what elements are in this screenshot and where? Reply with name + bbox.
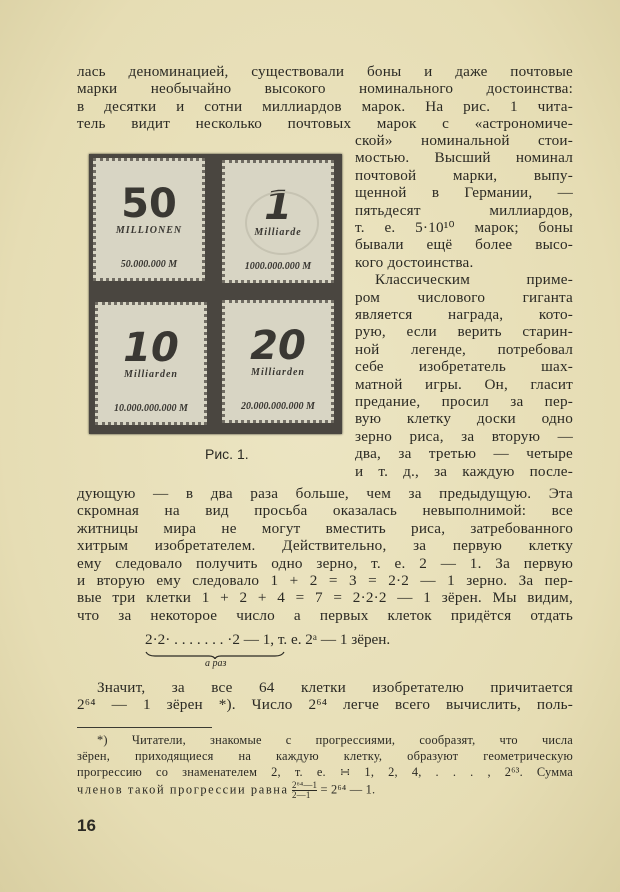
- text-line: два, за третью — четыре: [355, 445, 573, 463]
- stamp-value: 20.000.000.000 M: [241, 401, 315, 412]
- text-line: дующую — в два раза больше, чем за предыдущую. Эта: [77, 485, 573, 502]
- figure-caption: Рис. 1.: [205, 446, 249, 462]
- fraction-denominator: 2—1: [291, 790, 311, 800]
- footnote-result: = 2⁶⁴ — 1.: [320, 782, 376, 797]
- stamp-number: 20: [250, 323, 306, 369]
- footnote-line: прогрессию со знаменателем 2, т. е. ∺ 1, 2, 4, . . . , 2⁶³. Сумма: [77, 764, 573, 779]
- fraction: [292, 781, 317, 800]
- text-line: щенной в Германии, —: [355, 184, 573, 202]
- text-line: лась деноминацией, существовали боны и даже почтовые: [77, 63, 573, 80]
- text-line: себе изобретатель шах-: [355, 358, 573, 376]
- stamp-value: 10.000.000.000 M: [114, 403, 188, 414]
- footnote-line: *) Читатели, знакомые с прогрессиями, сообразят, что числа: [97, 733, 573, 747]
- stamp-word: Milliarden: [251, 367, 305, 378]
- text-line: марки необычайно высокого номинального достоинства:: [77, 80, 573, 98]
- stamp-50-millionen: [93, 158, 205, 281]
- text-line: ской» номинальной стои-: [355, 132, 573, 149]
- stamp-word: Milliarde: [254, 227, 302, 238]
- stamp-number: 50: [121, 181, 177, 227]
- text-line: ной легенде, потребовал: [355, 340, 573, 358]
- text-line: матной игры. Он, гласит: [355, 375, 573, 393]
- text-line: хитрым изобретателем. Действительно, за первую клетку: [77, 537, 573, 555]
- text-line: тель видит несколько почтовых марок с «астрономиче-: [77, 115, 573, 133]
- brace-label: a раз: [205, 658, 227, 669]
- text-line: Значит, за все 64 клетки изобретателю причитается: [97, 679, 573, 696]
- text-line: мостью. Высший номинал: [355, 149, 573, 167]
- figure-stamps: [89, 154, 342, 434]
- text-line: т. е. 5·10¹⁰ марок; боны: [355, 219, 573, 236]
- text-line: что за некоторое число a первых клеток придётся отдать: [77, 606, 573, 624]
- stamp-number: 10: [123, 325, 179, 371]
- text-line: рую, если верить старин-: [355, 323, 573, 341]
- footnote-text: членов такой прогрессии равна: [77, 782, 289, 797]
- text-line: 2⁶⁴ — 1 зёрен *). Число 2⁶⁴ легче всего вычислить, поль-: [77, 696, 573, 714]
- footnote-line: [77, 780, 573, 800]
- text-line: вые три клетки 1 + 2 + 4 = 7 = 2·2·2 — 1 зёрен. Мы видим,: [77, 589, 573, 607]
- stamp-word: Milliarden: [124, 369, 178, 380]
- text-line: является награда, кото-: [355, 306, 573, 323]
- page-number: 16: [77, 816, 96, 835]
- stamp-number: 1: [264, 183, 292, 229]
- text-line: почтовой марки, выпу-: [355, 166, 573, 184]
- text-line: житницы мира не могут вместить риса, затребованного: [77, 519, 573, 537]
- text-line: вую клетку доски одно: [355, 410, 573, 428]
- formula: 2·2· . . . . . . . ·2 — 1, т. е. 2ᵃ — 1 зёрен.: [145, 631, 391, 648]
- text-line: ему следовало получить одно зерно, т. е. 2 — 1. За первую: [77, 554, 573, 572]
- stamp-ornament: [245, 191, 319, 255]
- stamp-value: 50.000.000 M: [120, 259, 178, 270]
- text-line: кого достоинства.: [355, 253, 474, 271]
- text-line: в десятки и сотни миллиардов марок. На рис. 1 чита-: [77, 97, 573, 115]
- stamp-10-milliarden: [95, 302, 207, 425]
- stamp-value: 1000.000.000 M: [244, 261, 312, 272]
- text-line: и вторую ему следовало 1 + 2 = 3 = 2·2 — 1 зерно. За пер-: [77, 572, 573, 589]
- stamp-word: MILLIONEN: [115, 225, 183, 236]
- text-line: скромная на вид просьба оказалась невыполнимой: все: [77, 502, 573, 520]
- footnote-rule: [77, 727, 212, 728]
- text-line: Классическим приме-: [375, 271, 573, 289]
- text-line: пятьдесят миллиардов,: [355, 201, 573, 219]
- stamp-20-milliarden: [222, 300, 334, 423]
- footnote-line: зёрен, приходящиеся на каждую клетку, образуют геометрическую: [77, 748, 573, 763]
- text-line: и т. д., за каждую после-: [355, 462, 573, 480]
- fraction-numerator: 2⁶⁴—1: [291, 780, 318, 790]
- text-line: предание, просил за пер-: [355, 393, 573, 410]
- text-line: зерно риса, за вторую —: [355, 427, 573, 445]
- text-line: ром числового гиганта: [355, 288, 573, 306]
- stamp-1-milliarde: [222, 160, 334, 283]
- text-line: бывали ещё более высо-: [355, 236, 573, 254]
